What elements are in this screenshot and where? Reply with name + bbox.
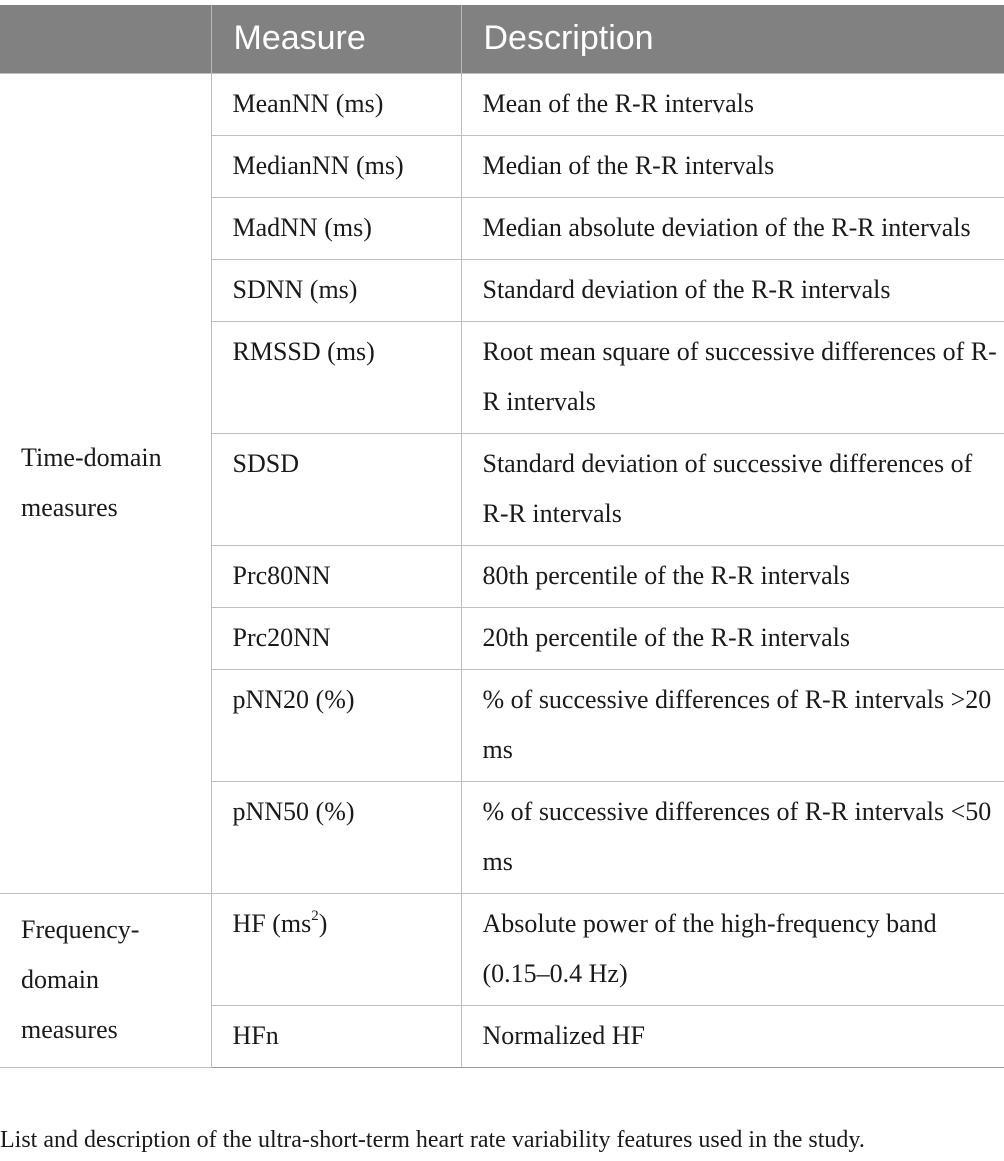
table-header bbox=[0, 5, 1004, 73]
header-description: Description bbox=[461, 5, 1004, 73]
header-row bbox=[0, 5, 1004, 73]
measure-cell: MadNN (ms) bbox=[211, 197, 461, 259]
table-row bbox=[0, 893, 1004, 1005]
measure-cell: HFn bbox=[211, 1005, 461, 1067]
header-measure: Measure bbox=[211, 5, 461, 73]
table-body bbox=[0, 73, 1004, 1067]
hrv-features-table-container bbox=[0, 5, 1004, 1068]
group-label-frequency-domain: Frequency-domain measures bbox=[0, 893, 211, 1067]
description-cell: % of successive differences of R-R intervals <50 ms bbox=[461, 781, 1004, 893]
measure-cell: MeanNN (ms) bbox=[211, 73, 461, 135]
measure-superscript: 2 bbox=[311, 907, 319, 924]
measure-cell: pNN20 (%) bbox=[211, 669, 461, 781]
measure-cell: SDNN (ms) bbox=[211, 259, 461, 321]
measure-cell: MedianNN (ms) bbox=[211, 135, 461, 197]
measure-cell: SDSD bbox=[211, 433, 461, 545]
description-cell: Root mean square of successive differences of R-R intervals bbox=[461, 321, 1004, 433]
measure-tail: ) bbox=[318, 908, 328, 938]
group-label-time-domain: Time-domain measures bbox=[0, 73, 211, 893]
measure-cell bbox=[211, 893, 461, 1005]
measure-cell: Prc80NN bbox=[211, 545, 461, 607]
table-row bbox=[0, 73, 1004, 135]
description-cell: Standard deviation of the R-R intervals bbox=[461, 259, 1004, 321]
description-cell: Absolute power of the high-frequency band (0.15–0.4 Hz) bbox=[461, 893, 1004, 1005]
description-cell: % of successive differences of R-R intervals >20 ms bbox=[461, 669, 1004, 781]
hrv-features-table bbox=[0, 5, 1004, 1068]
header-group-cell bbox=[0, 5, 211, 73]
description-cell: Normalized HF bbox=[461, 1005, 1004, 1067]
description-cell: Median absolute deviation of the R-R intervals bbox=[461, 197, 1004, 259]
description-cell: Median of the R-R intervals bbox=[461, 135, 1004, 197]
description-cell: Mean of the R-R intervals bbox=[461, 73, 1004, 135]
measure-cell: Prc20NN bbox=[211, 607, 461, 669]
measure-cell: pNN50 (%) bbox=[211, 781, 461, 893]
description-cell: 80th percentile of the R-R intervals bbox=[461, 545, 1004, 607]
table-caption: List and description of the ultra-short-term heart rate variability features used in the study. bbox=[0, 1127, 865, 1153]
description-cell: 20th percentile of the R-R intervals bbox=[461, 607, 1004, 669]
measure-base: HF (ms bbox=[232, 908, 312, 938]
description-cell: Standard deviation of successive differences of R-R intervals bbox=[461, 433, 1004, 545]
measure-cell: RMSSD (ms) bbox=[211, 321, 461, 433]
